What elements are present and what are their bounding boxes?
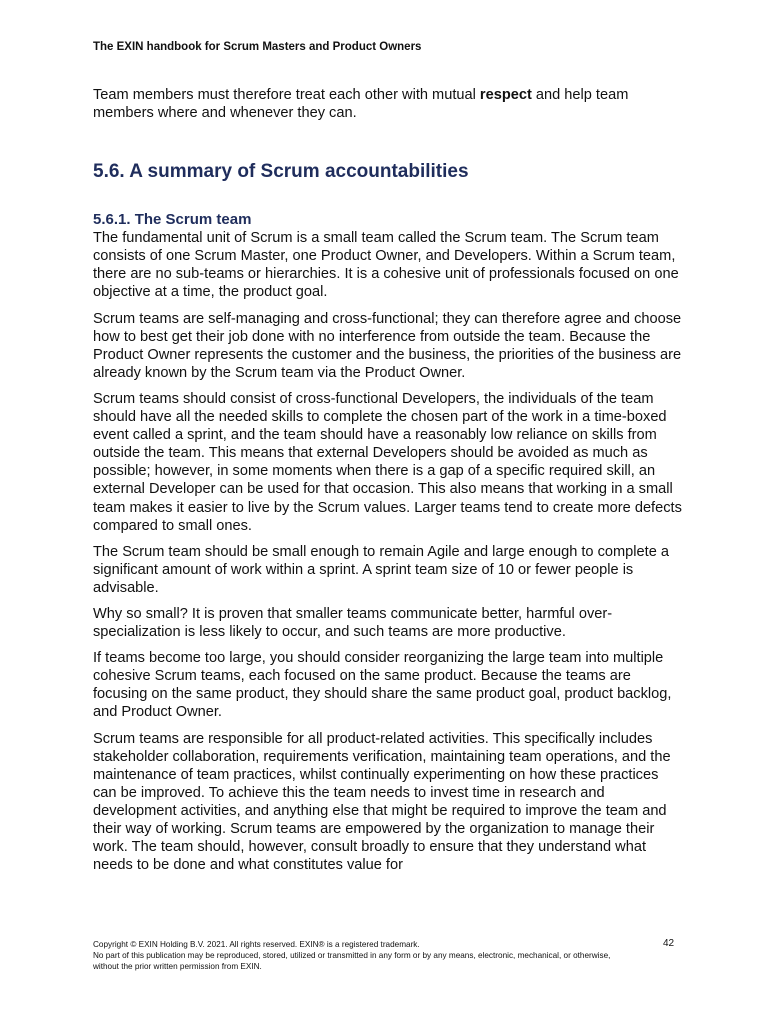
copyright-notice: Copyright © EXIN Holding B.V. 2021. All rights reserved. EXIN® is a registered trademark. xyxy=(93,940,420,949)
body-paragraph: The fundamental unit of Scrum is a small team called the Scrum team. The Scrum team consists of one Scrum Master, one Product Owner, and Developers. Within a Scrum team, there are no sub-teams or hierarchies. It is a cohesive unit of professionals focused on one objective at a time, the product goal. xyxy=(93,230,679,301)
subsection-heading: 5.6.1. The Scrum team xyxy=(93,211,252,229)
intro-text-after: and help team members where and whenever they can. xyxy=(93,87,629,122)
reproduction-notice-continued: without the prior written permission from EXIN. xyxy=(93,962,262,971)
intro-text-before: Team members must therefore treat each other with mutual xyxy=(93,87,480,103)
body-paragraph: Scrum teams should consist of cross-functional Developers, the individuals of the team should have all the needed skills to complete the chosen part of the work in a time-boxed event called a sprint, and the team should have a reasonably low reliance on skills from outside the team. This means that external Developers should be avoided as much as possible; however, in some moments when there is a gap of a specific required skill, an external Developer can be used for that occasion. This also means that working in a small team makes it easier to live by the Scrum values. Larger teams tend to create more defects compared to small ones. xyxy=(93,390,682,534)
footer xyxy=(93,939,683,972)
body-paragraph: Why so small? It is proven that smaller teams communicate better, harmful over-specialization is less likely to occur, and such teams are more productive. xyxy=(93,605,613,641)
section-heading: 5.6. A summary of Scrum accountabilities xyxy=(93,161,469,183)
intro-paragraph xyxy=(93,86,685,122)
body-paragraph: The Scrum team should be small enough to remain Agile and large enough to complete a significant amount of work within a sprint. A sprint team size of 10 or fewer people is advisable. xyxy=(93,543,669,596)
running-header: The EXIN handbook for Scrum Masters and Product Owners xyxy=(93,41,422,53)
body-paragraph: Scrum teams are self-managing and cross-functional; they can therefore agree and choose how to best get their job done with no interference from outside the team. Because the Product Owner represents the customer and the business, the priorities of the business are already known by the Scrum team via the Product Owner. xyxy=(93,310,682,381)
body-paragraph: If teams become too large, you should consider reorganizing the large team into multiple cohesive Scrum teams, each focused on the same product. Because the teams are focusing on the same product, they should share the same product goal, product backlog, and Product Owner. xyxy=(93,650,672,721)
page-number: 42 xyxy=(663,938,675,949)
intro-emphasis: respect xyxy=(479,87,532,103)
page-content xyxy=(93,86,685,874)
reproduction-notice: No part of this publication may be reproduced, stored, utilized or transmitted in any form or by any means, electronic, mechanical, or otherwise, xyxy=(93,951,611,960)
body-paragraph: Scrum teams are responsible for all product-related activities. This specifically includes stakeholder collaboration, requirements verification, maintaining team operations, and the maintenance of team practices, whilst continually experimenting on how these practices can be improved. To achieve this the team needs to invest time in research and development activities, and anything else that might be required to improve the team and their way of working. Scrum teams are empowered by the organization to manage their work. The team should, however, consult broadly to ensure that they understand what needs to be done and what constitutes value for xyxy=(93,730,671,874)
